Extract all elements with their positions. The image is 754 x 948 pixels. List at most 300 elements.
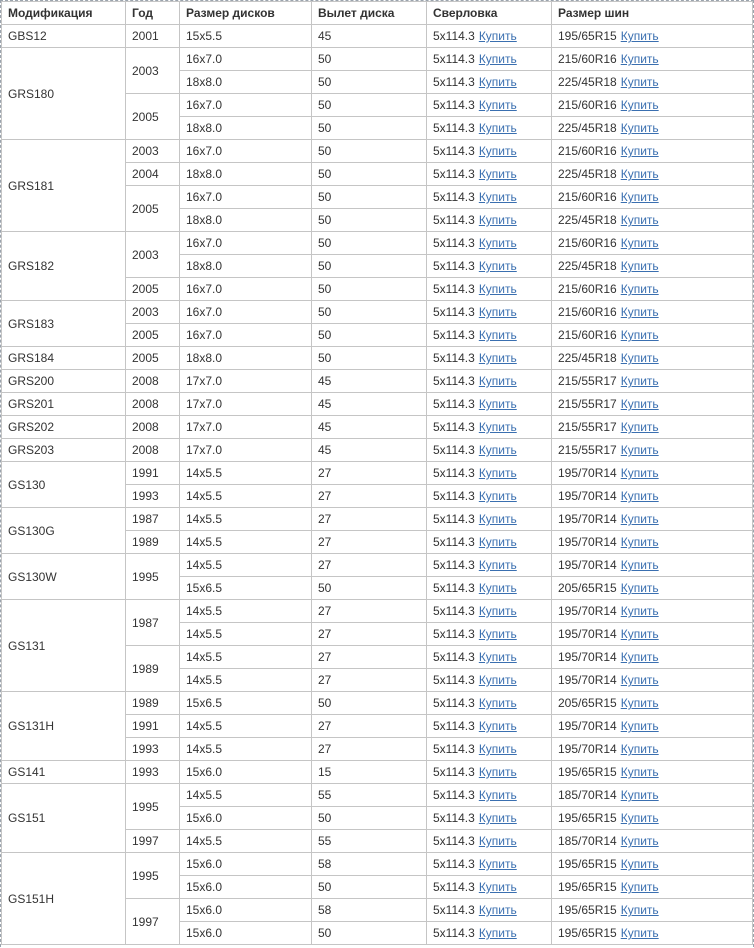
buy-link[interactable]: Купить	[478, 857, 517, 871]
cell-value: 215/60R16	[558, 52, 617, 66]
cell-offset: 50	[312, 117, 427, 140]
cell-bolt-pattern	[427, 899, 552, 922]
cell-value: 5x114.3	[433, 880, 475, 894]
cell-year: 2001	[126, 25, 180, 48]
cell-bolt-pattern	[427, 600, 552, 623]
cell-tire-size	[552, 485, 753, 508]
cell-value: 195/70R14	[558, 535, 617, 549]
buy-link[interactable]: Купить	[620, 673, 659, 687]
buy-link[interactable]: Купить	[620, 328, 659, 342]
buy-link[interactable]: Купить	[620, 765, 659, 779]
cell-modification: GS151H	[2, 853, 126, 945]
cell-bolt-pattern	[427, 163, 552, 186]
cell-rim-size: 18x8.0	[180, 117, 312, 140]
buy-link[interactable]: Купить	[620, 926, 659, 940]
table-row	[2, 600, 753, 623]
buy-link[interactable]: Купить	[478, 121, 517, 135]
cell-year: 1991	[126, 462, 180, 485]
cell-value: 5x114.3	[433, 489, 475, 503]
cell-value: 5x114.3	[433, 811, 475, 825]
cell-modification: GS130G	[2, 508, 126, 554]
cell-tire-size	[552, 416, 753, 439]
buy-link[interactable]: Купить	[620, 121, 659, 135]
buy-link[interactable]: Купить	[620, 581, 659, 595]
cell-modification: GRS184	[2, 347, 126, 370]
buy-link[interactable]: Купить	[478, 880, 517, 894]
cell-bolt-pattern	[427, 692, 552, 715]
cell-modification: GS130W	[2, 554, 126, 600]
cell-bolt-pattern	[427, 830, 552, 853]
cell-rim-size: 14x5.5	[180, 830, 312, 853]
cell-rim-size: 16x7.0	[180, 140, 312, 163]
cell-bolt-pattern	[427, 186, 552, 209]
cell-tire-size	[552, 577, 753, 600]
cell-tire-size	[552, 255, 753, 278]
buy-link[interactable]: Купить	[478, 604, 517, 618]
cell-rim-size: 15x6.0	[180, 853, 312, 876]
cell-rim-size: 14x5.5	[180, 738, 312, 761]
cell-modification: GRS181	[2, 140, 126, 232]
cell-year: 2005	[126, 347, 180, 370]
cell-offset: 27	[312, 715, 427, 738]
cell-offset: 27	[312, 669, 427, 692]
cell-tire-size	[552, 439, 753, 462]
cell-offset: 58	[312, 899, 427, 922]
buy-link[interactable]: Купить	[478, 236, 517, 250]
cell-value: 195/70R14	[558, 719, 617, 733]
cell-year: 2003	[126, 140, 180, 163]
buy-link[interactable]: Купить	[478, 834, 517, 848]
cell-value: 5x114.3	[433, 98, 475, 112]
cell-rim-size: 14x5.5	[180, 646, 312, 669]
buy-link[interactable]: Купить	[620, 627, 659, 641]
cell-value: 5x114.3	[433, 374, 475, 388]
cell-value: 225/45R18	[558, 75, 617, 89]
header-rim-size: Размер дисков	[180, 2, 312, 25]
cell-rim-size: 14x5.5	[180, 784, 312, 807]
cell-bolt-pattern	[427, 738, 552, 761]
cell-tire-size	[552, 209, 753, 232]
cell-year: 1995	[126, 853, 180, 899]
cell-bolt-pattern	[427, 554, 552, 577]
cell-value: 215/55R17	[558, 443, 617, 457]
cell-value: 195/65R15	[558, 857, 617, 871]
cell-value: 5x114.3	[433, 29, 475, 43]
cell-modification: GS131H	[2, 692, 126, 761]
buy-link[interactable]: Купить	[620, 558, 659, 572]
cell-tire-size	[552, 324, 753, 347]
buy-link[interactable]: Купить	[620, 857, 659, 871]
buy-link[interactable]: Купить	[478, 167, 517, 181]
cell-tire-size	[552, 853, 753, 876]
buy-link[interactable]: Купить	[620, 305, 659, 319]
cell-bolt-pattern	[427, 209, 552, 232]
cell-tire-size	[552, 462, 753, 485]
table-row	[2, 301, 753, 324]
cell-offset: 50	[312, 278, 427, 301]
buy-link[interactable]: Купить	[478, 489, 517, 503]
buy-link[interactable]: Купить	[478, 926, 517, 940]
buy-link[interactable]: Купить	[478, 397, 517, 411]
cell-value: 215/55R17	[558, 397, 617, 411]
cell-bolt-pattern	[427, 876, 552, 899]
buy-link[interactable]: Купить	[478, 259, 517, 273]
buy-link[interactable]: Купить	[478, 351, 517, 365]
table-row	[2, 347, 753, 370]
buy-link[interactable]: Купить	[620, 259, 659, 273]
buy-link[interactable]: Купить	[478, 581, 517, 595]
buy-link[interactable]: Купить	[478, 75, 517, 89]
buy-link[interactable]: Купить	[478, 535, 517, 549]
cell-offset: 50	[312, 186, 427, 209]
cell-offset: 27	[312, 623, 427, 646]
cell-modification: GS141	[2, 761, 126, 784]
buy-link[interactable]: Купить	[478, 466, 517, 480]
buy-link[interactable]: Купить	[478, 213, 517, 227]
cell-year: 2005	[126, 278, 180, 301]
cell-rim-size: 18x8.0	[180, 255, 312, 278]
cell-tire-size	[552, 807, 753, 830]
buy-link[interactable]: Купить	[620, 512, 659, 526]
cell-offset: 45	[312, 370, 427, 393]
cell-modification: GRS202	[2, 416, 126, 439]
cell-offset: 50	[312, 71, 427, 94]
cell-offset: 50	[312, 876, 427, 899]
cell-offset: 45	[312, 439, 427, 462]
cell-tire-size	[552, 738, 753, 761]
buy-link[interactable]: Купить	[478, 443, 517, 457]
cell-value: 215/60R16	[558, 328, 617, 342]
cell-rim-size: 14x5.5	[180, 623, 312, 646]
cell-rim-size: 17x7.0	[180, 416, 312, 439]
cell-bolt-pattern	[427, 669, 552, 692]
buy-link[interactable]: Купить	[478, 328, 517, 342]
cell-value: 5x114.3	[433, 558, 475, 572]
buy-link[interactable]: Купить	[620, 144, 659, 158]
cell-modification: GS151	[2, 784, 126, 853]
cell-rim-size: 15x6.0	[180, 876, 312, 899]
cell-value: 215/60R16	[558, 190, 617, 204]
buy-link[interactable]: Купить	[478, 282, 517, 296]
cell-offset: 50	[312, 94, 427, 117]
cell-rim-size: 16x7.0	[180, 278, 312, 301]
buy-link[interactable]: Купить	[478, 673, 517, 687]
cell-rim-size: 14x5.5	[180, 485, 312, 508]
cell-value: 195/70R14	[558, 742, 617, 756]
cell-tire-size	[552, 370, 753, 393]
cell-modification: GRS200	[2, 370, 126, 393]
cell-tire-size	[552, 508, 753, 531]
cell-rim-size: 15x6.0	[180, 899, 312, 922]
cell-offset: 50	[312, 209, 427, 232]
cell-rim-size: 16x7.0	[180, 324, 312, 347]
buy-link[interactable]: Купить	[620, 190, 659, 204]
cell-rim-size: 14x5.5	[180, 531, 312, 554]
cell-offset: 27	[312, 508, 427, 531]
buy-link[interactable]: Купить	[620, 420, 659, 434]
buy-link[interactable]: Купить	[620, 535, 659, 549]
cell-value: 5x114.3	[433, 719, 475, 733]
buy-link[interactable]: Купить	[620, 834, 659, 848]
cell-rim-size: 15x6.5	[180, 577, 312, 600]
cell-offset: 50	[312, 48, 427, 71]
buy-link[interactable]: Купить	[620, 719, 659, 733]
cell-tire-size	[552, 669, 753, 692]
cell-value: 5x114.3	[433, 52, 475, 66]
buy-link[interactable]: Купить	[620, 443, 659, 457]
cell-offset: 27	[312, 485, 427, 508]
cell-year: 2005	[126, 94, 180, 140]
cell-bolt-pattern	[427, 807, 552, 830]
cell-value: 195/65R15	[558, 765, 617, 779]
cell-rim-size: 16x7.0	[180, 94, 312, 117]
buy-link[interactable]: Купить	[620, 351, 659, 365]
cell-tire-size	[552, 301, 753, 324]
table-row	[2, 692, 753, 715]
cell-bolt-pattern	[427, 508, 552, 531]
buy-link[interactable]: Купить	[620, 811, 659, 825]
cell-rim-size: 18x8.0	[180, 71, 312, 94]
cell-year: 1991	[126, 715, 180, 738]
buy-link[interactable]: Купить	[478, 512, 517, 526]
buy-link[interactable]: Купить	[620, 213, 659, 227]
cell-value: 5x114.3	[433, 167, 475, 181]
buy-link[interactable]: Купить	[478, 190, 517, 204]
cell-modification: GRS182	[2, 232, 126, 301]
table-row	[2, 853, 753, 876]
cell-rim-size: 15x6.0	[180, 761, 312, 784]
cell-value: 5x114.3	[433, 305, 475, 319]
cell-tire-size	[552, 554, 753, 577]
cell-rim-size: 15x6.5	[180, 692, 312, 715]
cell-value: 215/60R16	[558, 98, 617, 112]
cell-value: 225/45R18	[558, 213, 617, 227]
table-row	[2, 232, 753, 255]
header-offset: Вылет диска	[312, 2, 427, 25]
cell-value: 195/70R14	[558, 558, 617, 572]
cell-offset: 15	[312, 761, 427, 784]
buy-link[interactable]: Купить	[478, 420, 517, 434]
cell-bolt-pattern	[427, 853, 552, 876]
cell-tire-size	[552, 48, 753, 71]
cell-value: 225/45R18	[558, 351, 617, 365]
cell-offset: 50	[312, 301, 427, 324]
cell-value: 215/60R16	[558, 236, 617, 250]
buy-link[interactable]: Купить	[620, 397, 659, 411]
cell-value: 5x114.3	[433, 351, 475, 365]
table-row	[2, 416, 753, 439]
cell-tire-size	[552, 784, 753, 807]
cell-tire-size	[552, 600, 753, 623]
cell-value: 5x114.3	[433, 144, 475, 158]
cell-value: 195/70R14	[558, 512, 617, 526]
cell-offset: 27	[312, 738, 427, 761]
buy-link[interactable]: Купить	[620, 466, 659, 480]
cell-bolt-pattern	[427, 715, 552, 738]
cell-offset: 50	[312, 922, 427, 945]
cell-value: 5x114.3	[433, 443, 475, 457]
cell-value: 215/55R17	[558, 420, 617, 434]
cell-rim-size: 17x7.0	[180, 370, 312, 393]
table-row	[2, 784, 753, 807]
table-row	[2, 393, 753, 416]
buy-link[interactable]: Купить	[478, 52, 517, 66]
buy-link[interactable]: Купить	[620, 650, 659, 664]
cell-offset: 50	[312, 255, 427, 278]
buy-link[interactable]: Купить	[620, 903, 659, 917]
table-row	[2, 508, 753, 531]
cell-bolt-pattern	[427, 94, 552, 117]
buy-link[interactable]: Купить	[478, 305, 517, 319]
cell-value: 195/70R14	[558, 673, 617, 687]
cell-year: 1987	[126, 600, 180, 646]
cell-value: 215/60R16	[558, 282, 617, 296]
buy-link[interactable]: Купить	[620, 98, 659, 112]
cell-offset: 50	[312, 324, 427, 347]
cell-tire-size	[552, 715, 753, 738]
cell-rim-size: 15x6.0	[180, 922, 312, 945]
cell-offset: 50	[312, 807, 427, 830]
cell-value: 5x114.3	[433, 627, 475, 641]
cell-year: 2003	[126, 48, 180, 94]
cell-tire-size	[552, 646, 753, 669]
cell-rim-size: 14x5.5	[180, 715, 312, 738]
buy-link[interactable]: Купить	[478, 144, 517, 158]
cell-rim-size: 16x7.0	[180, 301, 312, 324]
cell-bolt-pattern	[427, 117, 552, 140]
cell-year: 1989	[126, 531, 180, 554]
cell-value: 5x114.3	[433, 466, 475, 480]
buy-link[interactable]: Купить	[620, 52, 659, 66]
cell-rim-size: 14x5.5	[180, 508, 312, 531]
buy-link[interactable]: Купить	[478, 558, 517, 572]
cell-value: 5x114.3	[433, 696, 475, 710]
buy-link[interactable]: Купить	[478, 765, 517, 779]
table-row	[2, 462, 753, 485]
buy-link[interactable]: Купить	[478, 696, 517, 710]
cell-bolt-pattern	[427, 485, 552, 508]
buy-link[interactable]: Купить	[620, 236, 659, 250]
cell-rim-size: 17x7.0	[180, 439, 312, 462]
buy-link[interactable]: Купить	[478, 903, 517, 917]
buy-link[interactable]: Купить	[620, 29, 659, 43]
cell-bolt-pattern	[427, 255, 552, 278]
wheel-specs-table	[1, 1, 753, 945]
buy-link[interactable]: Купить	[478, 29, 517, 43]
cell-value: 5x114.3	[433, 834, 475, 848]
cell-bolt-pattern	[427, 462, 552, 485]
cell-bolt-pattern	[427, 646, 552, 669]
cell-value: 225/45R18	[558, 167, 617, 181]
buy-link[interactable]: Купить	[620, 167, 659, 181]
buy-link[interactable]: Купить	[620, 374, 659, 388]
buy-link[interactable]: Купить	[620, 489, 659, 503]
cell-bolt-pattern	[427, 370, 552, 393]
table-row	[2, 48, 753, 71]
buy-link[interactable]: Купить	[478, 742, 517, 756]
cell-tire-size	[552, 347, 753, 370]
buy-link[interactable]: Купить	[620, 696, 659, 710]
buy-link[interactable]: Купить	[620, 75, 659, 89]
buy-link[interactable]: Купить	[478, 374, 517, 388]
cell-year: 1997	[126, 899, 180, 945]
cell-tire-size	[552, 117, 753, 140]
cell-bolt-pattern	[427, 577, 552, 600]
cell-tire-size	[552, 623, 753, 646]
cell-value: 195/65R15	[558, 926, 617, 940]
cell-rim-size: 14x5.5	[180, 554, 312, 577]
header-tire-size: Размер шин	[552, 2, 753, 25]
cell-bolt-pattern	[427, 25, 552, 48]
cell-offset: 45	[312, 25, 427, 48]
cell-modification: GRS180	[2, 48, 126, 140]
cell-year: 2004	[126, 163, 180, 186]
cell-rim-size: 14x5.5	[180, 600, 312, 623]
buy-link[interactable]: Купить	[620, 880, 659, 894]
cell-tire-size	[552, 71, 753, 94]
cell-value: 5x114.3	[433, 650, 475, 664]
cell-rim-size: 18x8.0	[180, 209, 312, 232]
cell-tire-size	[552, 94, 753, 117]
table-row	[2, 370, 753, 393]
cell-year: 1993	[126, 738, 180, 761]
cell-rim-size: 16x7.0	[180, 48, 312, 71]
cell-value: 205/65R15	[558, 696, 617, 710]
cell-bolt-pattern	[427, 48, 552, 71]
cell-offset: 27	[312, 554, 427, 577]
cell-modification: GRS183	[2, 301, 126, 347]
cell-offset: 50	[312, 140, 427, 163]
cell-bolt-pattern	[427, 416, 552, 439]
table-row	[2, 140, 753, 163]
buy-link[interactable]: Купить	[620, 742, 659, 756]
buy-link[interactable]: Купить	[620, 282, 659, 296]
cell-offset: 45	[312, 416, 427, 439]
cell-tire-size	[552, 186, 753, 209]
cell-tire-size	[552, 830, 753, 853]
buy-link[interactable]: Купить	[620, 788, 659, 802]
cell-bolt-pattern	[427, 439, 552, 462]
table-header-row	[2, 2, 753, 25]
buy-link[interactable]: Купить	[478, 627, 517, 641]
cell-value: 225/45R18	[558, 121, 617, 135]
cell-modification: GS130	[2, 462, 126, 508]
cell-bolt-pattern	[427, 140, 552, 163]
cell-value: 5x114.3	[433, 535, 475, 549]
buy-link[interactable]: Купить	[478, 811, 517, 825]
cell-value: 5x114.3	[433, 903, 475, 917]
cell-modification: GBS12	[2, 25, 126, 48]
buy-link[interactable]: Купить	[478, 650, 517, 664]
cell-year: 1995	[126, 784, 180, 830]
buy-link[interactable]: Купить	[478, 788, 517, 802]
cell-value: 195/65R15	[558, 29, 617, 43]
cell-offset: 55	[312, 830, 427, 853]
cell-year: 2005	[126, 324, 180, 347]
cell-value: 195/65R15	[558, 811, 617, 825]
cell-value: 195/70R14	[558, 466, 617, 480]
buy-link[interactable]: Купить	[478, 98, 517, 112]
cell-year: 1987	[126, 508, 180, 531]
cell-value: 195/70R14	[558, 489, 617, 503]
cell-value: 225/45R18	[558, 259, 617, 273]
cell-offset: 50	[312, 577, 427, 600]
cell-value: 5x114.3	[433, 397, 475, 411]
cell-value: 5x114.3	[433, 75, 475, 89]
buy-link[interactable]: Купить	[478, 719, 517, 733]
cell-rim-size: 16x7.0	[180, 186, 312, 209]
buy-link[interactable]: Купить	[620, 604, 659, 618]
